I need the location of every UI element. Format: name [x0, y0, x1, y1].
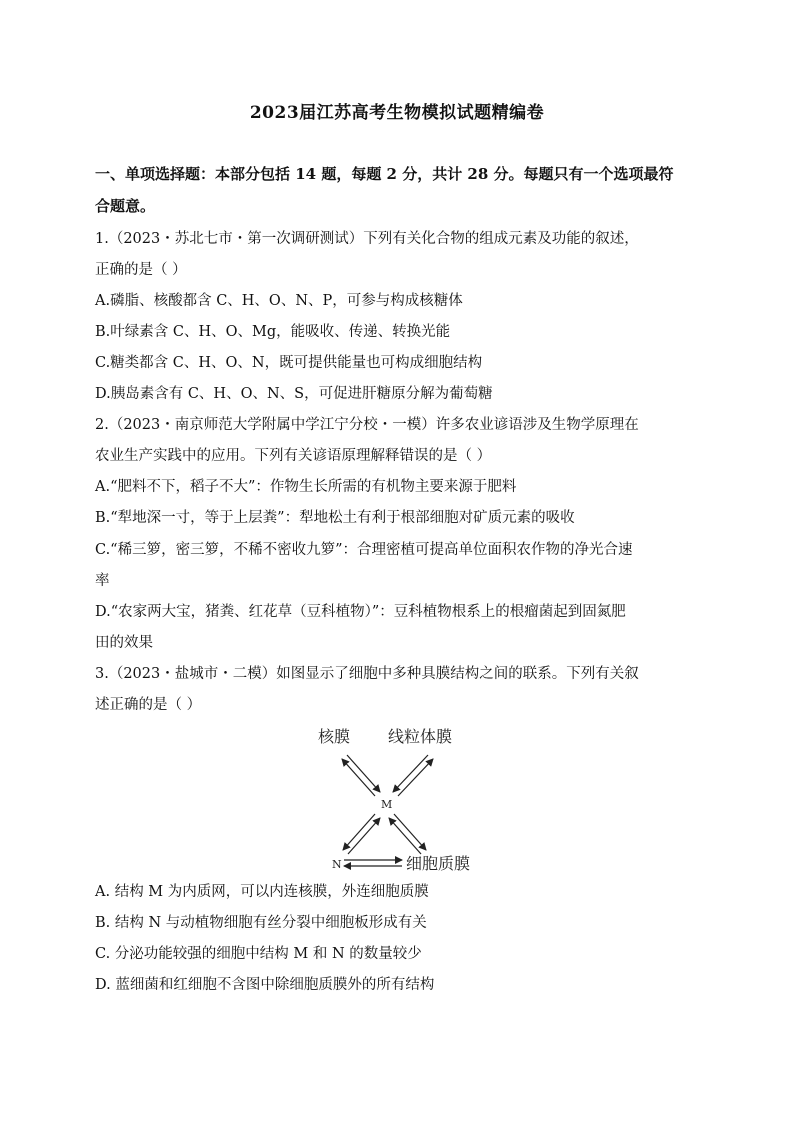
label-plasma-membrane: 细胞质膜 — [406, 854, 471, 873]
q2-stem-line2: 农业生产实践中的应用。下列有关谚语原理解释错误的是（ ） — [95, 448, 492, 464]
q3-option-b: B. 结构 N 与动植物细胞有丝分裂中细胞板形成有关 — [95, 915, 427, 931]
q3-stem-line1: 3.（2023・盐城市・二模）如图显示了细胞中多种具膜结构之间的联系。下列有关叙 — [95, 666, 639, 682]
label-nuclear-membrane: 核膜 — [318, 727, 351, 746]
q3-stem-line2: 述正确的是（ ） — [95, 697, 202, 713]
q2-option-c-line1: C.“稀三箩，密三箩，不稀不密收九箩”：合理密植可提高单位面积农作物的净光合速 — [95, 542, 633, 558]
q1-stem-line2: 正确的是（ ） — [95, 262, 187, 278]
q1-option-a: A.磷脂、核酸都含 C、H、O、N、P，可参与构成核糖体 — [95, 293, 463, 309]
page-title: 2023届江苏高考生物模拟试题精编卷 — [249, 103, 545, 123]
label-structure-n: N — [332, 858, 342, 871]
arrow-m-to-n — [343, 814, 375, 850]
section-heading-line1: 一、单项选择题：本部分包括 14 题，每题 2 分，共计 28 分。每题只有一个选项最符 — [95, 165, 674, 183]
q1-option-b: B.叶绿素含 C、H、O、Mg，能吸收、传递、转换光能 — [95, 324, 451, 340]
arrow-n-to-m — [348, 818, 380, 854]
q2-stem-line1: 2.（2023・南京师范大学附属中学江宁分校・一模）许多农业谚语涉及生物学原理在 — [95, 417, 639, 433]
arrow-mito-to-m — [393, 755, 428, 792]
arrow-m-to-mito — [398, 759, 433, 796]
label-mitochondrial-membrane: 线粒体膜 — [388, 727, 453, 746]
label-structure-m: M — [381, 798, 393, 811]
q2-option-a: A.“肥料不下，稻子不大”：作物生长所需的有机物主要来源于肥料 — [95, 479, 517, 495]
arrow-m-to-plasma — [394, 814, 426, 850]
arrow-nucleus-to-m — [347, 755, 380, 792]
q2-option-b: B.“犁地深一寸，等于上层粪”：犁地松土有利于根部细胞对矿质元素的吸收 — [95, 510, 575, 526]
q3-option-c: C. 分泌功能较强的细胞中结构 M 和 N 的数量较少 — [95, 946, 422, 962]
arrow-m-to-nucleus — [342, 759, 375, 796]
q2-option-c-line2: 率 — [95, 573, 110, 589]
q2-option-d-line1: D.“农家两大宝，猪粪、红花草（豆科植物）”：豆科植物根系上的根瘤菌起到固氮肥 — [95, 604, 626, 620]
q1-stem-line1: 1.（2023・苏北七市・第一次调研测试）下列有关化合物的组成元素及功能的叙述， — [95, 231, 639, 247]
q3-option-d: D. 蓝细菌和红细胞不含图中除细胞质膜外的所有结构 — [95, 977, 435, 993]
membrane-diagram-svg — [300, 718, 500, 878]
membrane-diagram — [300, 718, 500, 878]
q1-option-c: C.糖类都含 C、H、O、N，既可提供能量也可构成细胞结构 — [95, 355, 483, 371]
arrow-plasma-to-m — [389, 818, 421, 854]
q2-option-d-line2: 田的效果 — [95, 635, 153, 651]
q3-option-a: A. 结构 M 为内质网，可以内连核膜，外连细胞质膜 — [95, 884, 429, 900]
q1-option-d: D.胰岛素含有 C、H、O、N、S，可促进肝糖原分解为葡萄糖 — [95, 386, 493, 402]
section-heading-line2: 合题意。 — [95, 197, 156, 215]
